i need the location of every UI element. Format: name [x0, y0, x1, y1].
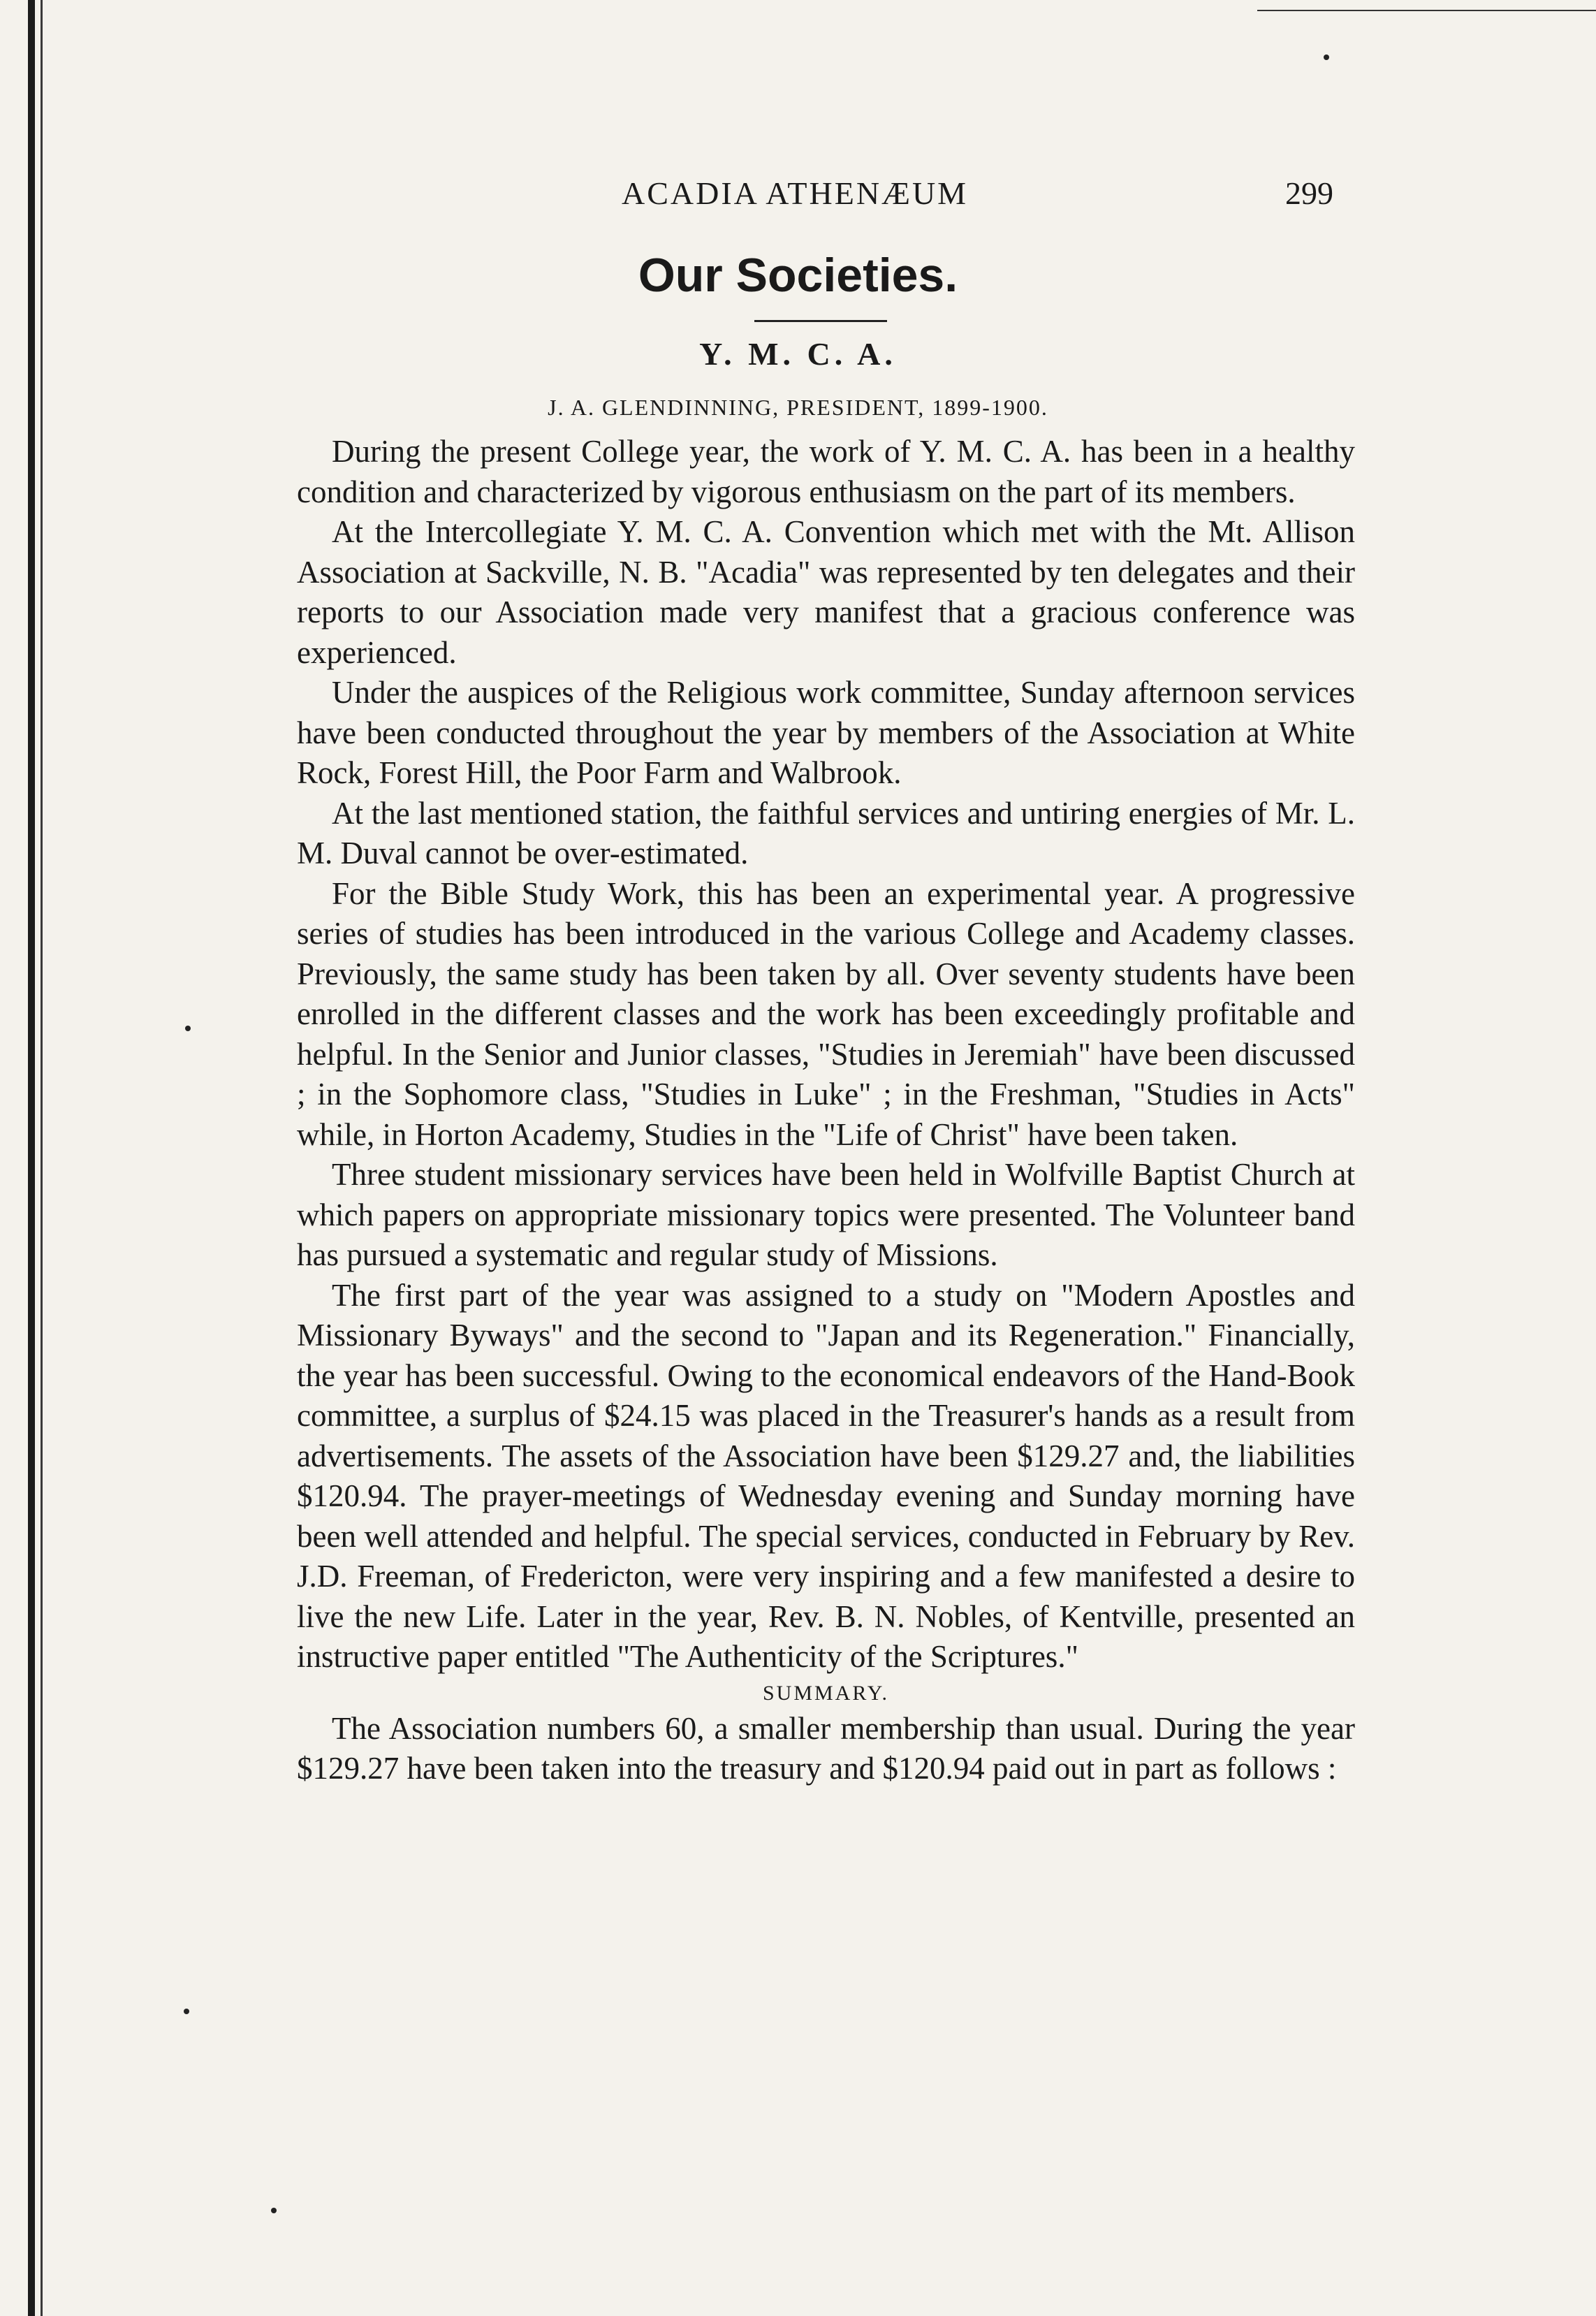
title-rule — [754, 320, 887, 322]
paragraph: During the present College year, the work of Y. M. C. A. has been in a healthy condition and characterized by vigorous enthusiasm on the part of its members. — [297, 434, 1355, 509]
article-body — [297, 432, 1355, 1789]
paragraph: Three student missionary services have been held in Wolfville Baptist Church at which papers on appropriate missionary topics were presented. The Volunteer band has pursued a systematic and regular study of Missions. — [297, 1157, 1355, 1272]
paragraph: Under the auspices of the Religious work committee, Sunday afternoon services have been conducted throughout the year by members of the Association at White Rock, Forest Hill, the Poor Farm and Walbrook. — [297, 675, 1355, 790]
margin-speck — [185, 1026, 191, 1031]
officer-line: J. A. GLENDINNING, PRESIDENT, 1899-1900. — [548, 395, 1048, 420]
paragraph: At the last mentioned station, the faithful services and untiring energies of Mr. L. M. Duval cannot be over-estimated. — [297, 795, 1355, 871]
paragraph: At the Intercollegiate Y. M. C. A. Convention which met with the Mt. Allison Association at Sackville, N. B. "Acadia" was represented by ten delegates and their reports to our Association made very manifest that a gracious conference was experienced. — [297, 514, 1355, 670]
paragraph: For the Bible Study Work, this has been an experimental year. A progressive series of studies has been introduced in the various College and Academy classes. Previously, the same study has been taken by all. Over seventy students have been enrolled in the different classes and the work has been exceedingly profitable and helpful. In the Senior and Junior classes, "Studies in Jeremiah" have been discussed ; in the Sophomore class, "Studies in Luke" ; in the Freshman, "Studies in Acts" while, in Horton Academy, Studies in the "Life of Christ" have been taken. — [297, 875, 1355, 1152]
running-head — [0, 175, 1596, 217]
margin-speck — [1324, 54, 1329, 60]
section-heading: Y. M. C. A. — [699, 336, 897, 372]
page-number: 299 — [1285, 175, 1333, 211]
journal-title: ACADIA ATHENÆUM — [622, 175, 969, 211]
margin-speck — [184, 2009, 189, 2014]
summary-heading: SUMMARY. — [762, 1681, 890, 1705]
top-edge-rule — [1257, 10, 1596, 11]
summary-paragraph: The Association numbers 60, a smaller membership than usual. During the year $129.27 have been taken into the treasury and $120.94 paid out in part as follows : — [297, 1710, 1355, 1786]
margin-speck — [271, 2208, 277, 2213]
page-title: Our Societies. — [638, 249, 958, 302]
paragraph: The first part of the year was assigned to a study on "Modern Apostles and Missionary Byways" and the second to "Japan and its Regeneration." Financially, the year has been successful. Owing to the economical endeavors of the Hand-Book committee, a surplus of $24.15 was placed in the Treasurer's hands as a result from advertisements. The assets of the Association have been $129.27 and, the liabilities $120.94. The prayer-meetings of Wednesday evening and Sunday morning have been well attended and helpful. The special services, conducted in February by Rev. J.D. Freeman, of Fredericton, were very inspiring and a few manifested a desire to live the new Life. Later in the year, Rev. B. N. Nobles, of Kentville, presented an instructive paper entitled "The Authenticity of the Scriptures." — [297, 1277, 1355, 1674]
